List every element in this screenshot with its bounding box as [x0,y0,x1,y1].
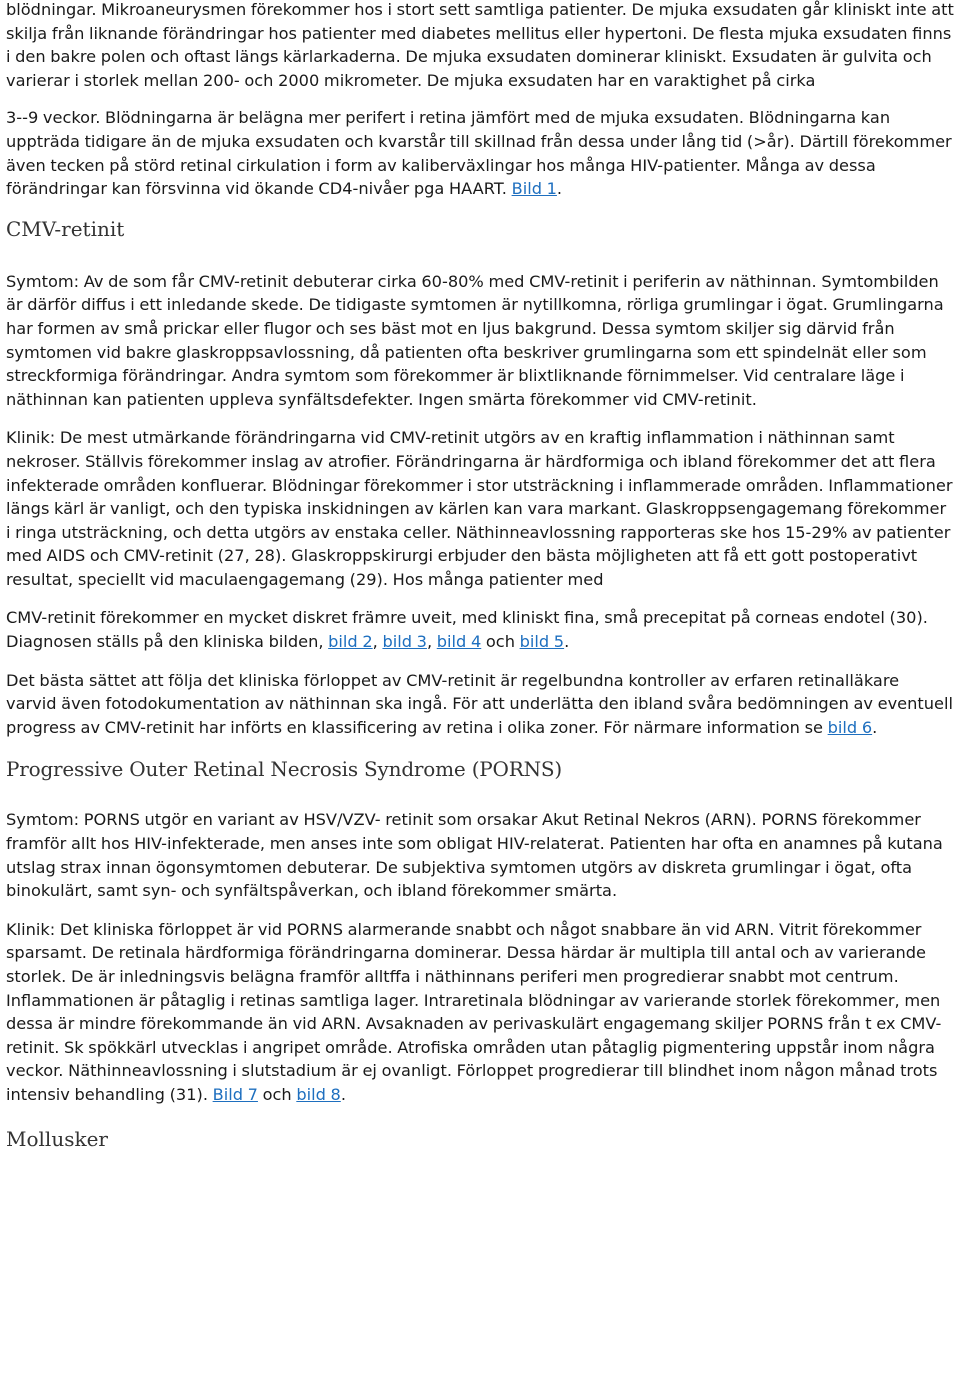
porns-klinik-end: . [340,1084,346,1104]
cmv-kontroll-text: Det bästa sättet att följa det kliniska förloppet av CMV-retinit är regelbundna kontroller av erfaren retinalläkare varvid även fotodokumentation av näthinnan ska ingå. För att underlätta den ibland svåra bedömningen av eventuell progress av CMV-retinit har införts en klassificering av retina i olika zoner. För närmare information se [6,670,953,737]
heading-porns: Progressive Outer Retinal Necrosis Syndrome (PORNS) [6,757,563,782]
link-bild-8[interactable]: bild 8 [296,1084,341,1104]
link-bild-2[interactable]: bild 2 [328,632,373,652]
cmv-klinik-paragraph: Klinik: De mest utmärkande förändringarna vid CMV-retinit utgörs av en kraftig inflammation i näthinnan samt nekroser. Ställvis förekommer inslag av atrofier. Förändringarna är härdformiga och ibland förekommer det att flera infekterade områden konfluerar. Blödningar förekommer i stor utsträckning i inflammerade områden. Inflammationer längs kärl är vanligt, och den typiska inskidningen av kärlen kan vara markant. Glaskroppsengagemang förekommer i ringa utsträckning, och detta utgörs av enstaka celler. Näthinneavlossning rapporteras ske hos 15-29% av patienter med AIDS och CMV-retinit (27, 28). Glaskroppskirurgi erbjuder den bästa möjligheten att få ett gott postoperativt resultat, speciellt vid maculaengagemang (29). Hos många patienter med [6,428,953,589]
cmv-uveit-text: CMV-retinit förekommer en mycket diskret främre uveit, med kliniskt fina, små precepitat på corneas endotel (30). Diagnosen ställs på den kliniska bilden, [6,608,928,652]
link-bild-5[interactable]: bild 5 [519,632,565,652]
separator: , [372,632,383,652]
intro-paragraph: blödningar. Mikroaneurysmen förekommer hos i stort sett samtliga patienter. De mjuka exsudaten går kliniskt inte att skilja från liknande förändringar hos patienter med diabetes mellitus eller hypertoni. De flesta mjuka exsudaten finns i den bakre polen och oftast längs kärlarkaderna. De mjuka exsudaten dominerar kliniskt. Exsudaten är gulvita och varierar i storlek mellan 200- och 2000 mikrometer. De mjuka exsudaten har en varaktighet på cirka [6,0,954,90]
cmv-symtom-paragraph: Symtom: Av de som får CMV-retinit debuterar cirka 60-80% med CMV-retinit i periferin av näthinnan. Symtombilden är därför diffus i ett inledande skede. De tidigaste symtomen är nytillkomna, rörliga grumlingar i ögat. Grumlingarna har formen av små prickar eller flugor och ses bäst mot en ljus bakgrund. Dessa symtom skiljer sig därvid från symtomen vid bakre glaskroppsavlossning, då patienten ofta beskriver grumlingarna som ett spindelnät eller som streckformiga förändringar. Andra symtom som förekommer är blixtliknande förnimmelser. Vid centralare läge i näthinnan kan patienten uppleva synfältsdefekter. Ingen smärta förekommer vid CMV-retinit. [6,271,944,409]
intro-end: . [556,179,563,199]
porns-symtom-paragraph: Symtom: PORNS utgör en variant av HSV/VZV- retinit som orsakar Akut Retinal Nekros (ARN). PORNS förekommer framför allt hos HIV-infekterade, men anses inte som obligat HIV-relaterat. Patienten har ofta en anamnes på kutana utslag strax innan ögonsymtomen debuterar. De subjektiva symtomen utgörs av diskreta grumlingar i ögat, ofta binokulärt, samt syn- och synfältspåverkan, och ibland förekommer smärta. [6,810,943,901]
intro-paragraph-2 [6,106,954,200]
porns-klinik-paragraph [6,918,954,1107]
heading-cmv-retinit: CMV-retinit [6,216,125,241]
separator: och [257,1084,297,1104]
intro-text: 3--9 veckor. Blödningarna är belägna mer perifert i retina jämfört med de mjuka exsudaten. Blödningarna kan uppträda tidigare än de mjuka exsudaten och kvarstår till skillnad från dessa under lång tid (>år). Därtill förekommer även tecken på störd retinal cirkulation i form av kaliberväxlingar hos många HIV-patienter. Många av dessa förändringar kan försvinna vid ökande CD4-nivåer pga HAART. [6,108,952,199]
separator: , [426,632,437,652]
link-bild-3[interactable]: bild 3 [382,632,427,652]
heading-mollusker: Mollusker [6,1126,108,1151]
link-bild-7[interactable]: Bild 7 [212,1084,258,1104]
cmv-uveit-paragraph [6,606,954,653]
link-bild-1[interactable]: Bild 1 [511,179,557,199]
link-bild-4[interactable]: bild 4 [436,632,482,652]
cmv-uveit-end: . [564,632,570,652]
porns-klinik-text: Klinik: Det kliniska förloppet är vid PORNS alarmerande snabbt och något snabbare än vid ARN. Vitrit förekommer sparsamt. De retinala härdformiga förändringarna dominerar. Dessa härdar är multipla till antal och av varierande storlek. De är inledningsvis belägna framför alltffa i näthinnans periferi men progredierar snabbt mot centrum. Inflammationen är påtaglig i retinas samtliga lager. Intraretinala blödningar av varierande storlek förekommer, men dessa är mindre förekommande än vid ARN. Avsaknaden av perivaskulärt engagemang skiljer PORNS från t ex CMV-retinit. Sk spökkärl utvecklas i angripet område. Atrofiska områden utan påtaglig pigmentering uppstår inom några veckor. Näthinneavlossning i slutstadium är ej ovanligt. Förloppet progredierar till blindhet inom någon månad trots intensiv behandling (31). [6,919,942,1104]
cmv-kontroll-paragraph [6,669,954,740]
separator: och [481,632,520,652]
cmv-kontroll-end: . [872,717,878,737]
link-bild-6[interactable]: bild 6 [827,717,873,737]
